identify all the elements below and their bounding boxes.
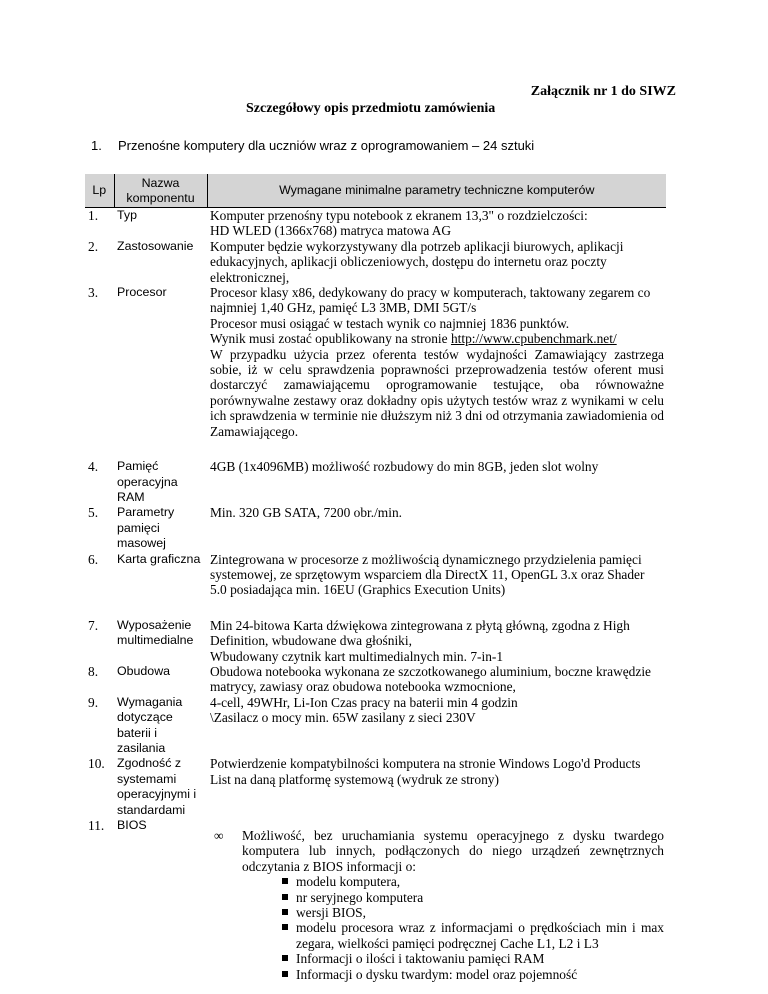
table-row: [85, 664, 666, 695]
row-number: 10.: [88, 756, 105, 772]
row-value: [207, 756, 666, 818]
value-line: Komputer będzie wykorzystywany dla potrzeb aplikacji biurowych, aplikacji edukacyjnych, aplikacji obliczeniowych, dostępu do internetu oraz poczty elektronicznej,: [210, 238, 624, 285]
row-value: [207, 695, 666, 757]
table-row: [85, 695, 666, 757]
row-number: 11.: [88, 818, 105, 834]
value-line: W przypadku użycia przez oferenta testów wydajności Zamawiający zastrzega sobie, iż w celu sprawdzenia poprawności przeprowadzenia testów oferent musi dostarczyć zamawiającemu oprogramowanie testujące, oba równoważne porównywalne zestawy oraz dokładny opis użytych testów wraz z wynikami w celu ich sprawdzenia w terminie nie dłuższym niż 3 dni od otrzymania zawiadomienia od Zamawiającego.: [210, 346, 664, 439]
annex-label: Załącznik nr 1 do SIWZ: [530, 84, 676, 99]
bios-list: [210, 828, 664, 982]
value-line: \Zasilacz o mocy min. 65W zasilany z sieci 230V: [210, 710, 476, 726]
value-line: 4-cell, 49WHr, Li-Ion Czas pracy na baterii min 4 godzin: [210, 694, 518, 710]
row-number: 9.: [88, 694, 99, 710]
section-text: Przenośne komputery dla uczniów wraz z oprogramowaniem – 24 sztuki: [118, 138, 535, 153]
value-line: Obudowa notebooka wykonana ze szczotkowanego aluminium, boczne krawędzie matrycy, zawiasy oraz obudowa notebooka wzmocnione,: [210, 663, 651, 695]
value-line: 4GB (1x4096MB) możliwość rozbudowy do min 8GB, jeden slot wolny: [210, 459, 599, 475]
section-number: 1.: [91, 138, 102, 153]
row-value: [207, 552, 666, 618]
header-params: Wymagane minimalne parametry techniczne komputerów: [207, 174, 666, 208]
bios-intro: Możliwość, bez uruchamiania systemu operacyjnego z dysku twardego komputera lub innych, podłączonych do niego urządzeń zewnętrznych odczytania z BIOS informacji o:: [242, 828, 664, 874]
row-value: [207, 505, 666, 551]
row-number: 8.: [88, 663, 99, 679]
spec-table: [85, 174, 666, 982]
list-item: [210, 828, 664, 982]
table-row: [85, 552, 666, 618]
value-line: Wbudowany czytnik kart multimedialnych min. 7-in-1: [210, 648, 504, 664]
value-line: Potwierdzenie kompatybilności komputera na stronie Windows Logo'd Products List na daną platformę systemową (wydruk ze strony): [210, 756, 641, 787]
list-item: Informacji o ilości i taktowaniu pamięci RAM: [282, 951, 664, 966]
value-line: Min 24-bitowa Karta dźwiękowa zintegrowana z płytą główną, zgodna z High Definition, wbudowane dwa głośniki,: [210, 617, 630, 649]
value-line: Komputer przenośny typu notebook z ekranem 13,3" o rozdzielczości:: [210, 208, 588, 223]
table-header-row: [85, 174, 666, 208]
value-line: HD WLED (1366x768) matryca matowa AG: [210, 223, 452, 239]
row-name: Parametry pamięci masowej: [117, 505, 175, 551]
row-number: 2.: [88, 238, 99, 254]
row-number: 7.: [88, 617, 99, 633]
row-name: Pamięć operacyjna RAM: [117, 459, 178, 504]
table-row: [85, 459, 666, 505]
table-row: [85, 756, 666, 818]
row-number: 4.: [88, 459, 99, 475]
value-line: [210, 331, 664, 346]
document-title: Szczegółowy opis przedmiotu zamówienia: [246, 101, 496, 116]
row-value: [207, 664, 666, 695]
row-name: Procesor: [117, 285, 167, 300]
row-name: Typ: [117, 208, 137, 222]
row-number: 5.: [88, 505, 99, 521]
list-item: modelu komputera,: [282, 874, 664, 889]
row-value: [207, 285, 666, 459]
table-row: [85, 505, 666, 551]
table-row: [85, 208, 666, 239]
list-item: nr seryjnego komputera: [282, 890, 664, 905]
section-heading: [91, 138, 534, 153]
row-number: 6.: [88, 551, 99, 567]
table-row: [85, 285, 666, 459]
row-value: [207, 208, 666, 239]
list-item: wersji BIOS,: [282, 905, 664, 920]
row-name: BIOS: [117, 818, 147, 833]
row-value: [207, 239, 666, 285]
row-name: Obudowa: [117, 663, 171, 678]
benchmark-link[interactable]: http://www.cpubenchmark.net/: [450, 331, 617, 347]
table-row: [85, 618, 666, 664]
row-name: Zastosowanie: [117, 238, 194, 253]
value-text: Wynik musi zostać opublikowany na stronie: [210, 331, 448, 347]
header-name: Nazwa komponentu: [114, 174, 207, 208]
row-value: [207, 818, 666, 982]
bios-sublist: [242, 874, 664, 982]
list-item: modelu procesora wraz z informacjami o prędkościach min i max zegara, wielkości pamięci podręcznej Cache L1, L2 i L3: [282, 920, 664, 951]
value-line: Zintegrowana w procesorze z możliwością dynamicznego przydzielenia pamięci systemowej, ze sprzętowym wsparciem dla DirectX 11, OpenGL 3.x oraz Shader 5.0 posiadająca min. 16EU (Graphics Execution Units): [210, 551, 645, 598]
value-line: Min. 320 GB SATA, 7200 obr./min.: [210, 505, 402, 521]
list-item: Informacji o dysku twardym: model oraz pojemność: [282, 967, 664, 982]
infinity-bullet-icon: ∞: [214, 828, 224, 844]
row-name: Wymagania dotyczące baterii i zasilania: [117, 694, 183, 755]
row-value: [207, 618, 666, 664]
row-name: Zgodność z systemami operacyjnymi i standardami: [117, 756, 197, 817]
value-line: Procesor musi osiągać w testach wynik co najmniej 1836 punktów.: [210, 315, 570, 331]
row-name: Karta graficzna: [117, 551, 201, 566]
value-line: Procesor klasy x86, dedykowany do pracy w komputerach, taktowany zegarem co najmniej 1,40 GHz, pamięć L3 3MB, DMI 5GT/s: [210, 285, 651, 316]
row-number: 3.: [88, 285, 99, 301]
row-name: Wyposażenie multimedialne: [117, 617, 194, 648]
row-value: [207, 459, 666, 505]
table-row: [85, 818, 666, 982]
row-number: 1.: [88, 208, 99, 223]
header-lp: Lp: [85, 174, 114, 208]
table-row: [85, 239, 666, 285]
